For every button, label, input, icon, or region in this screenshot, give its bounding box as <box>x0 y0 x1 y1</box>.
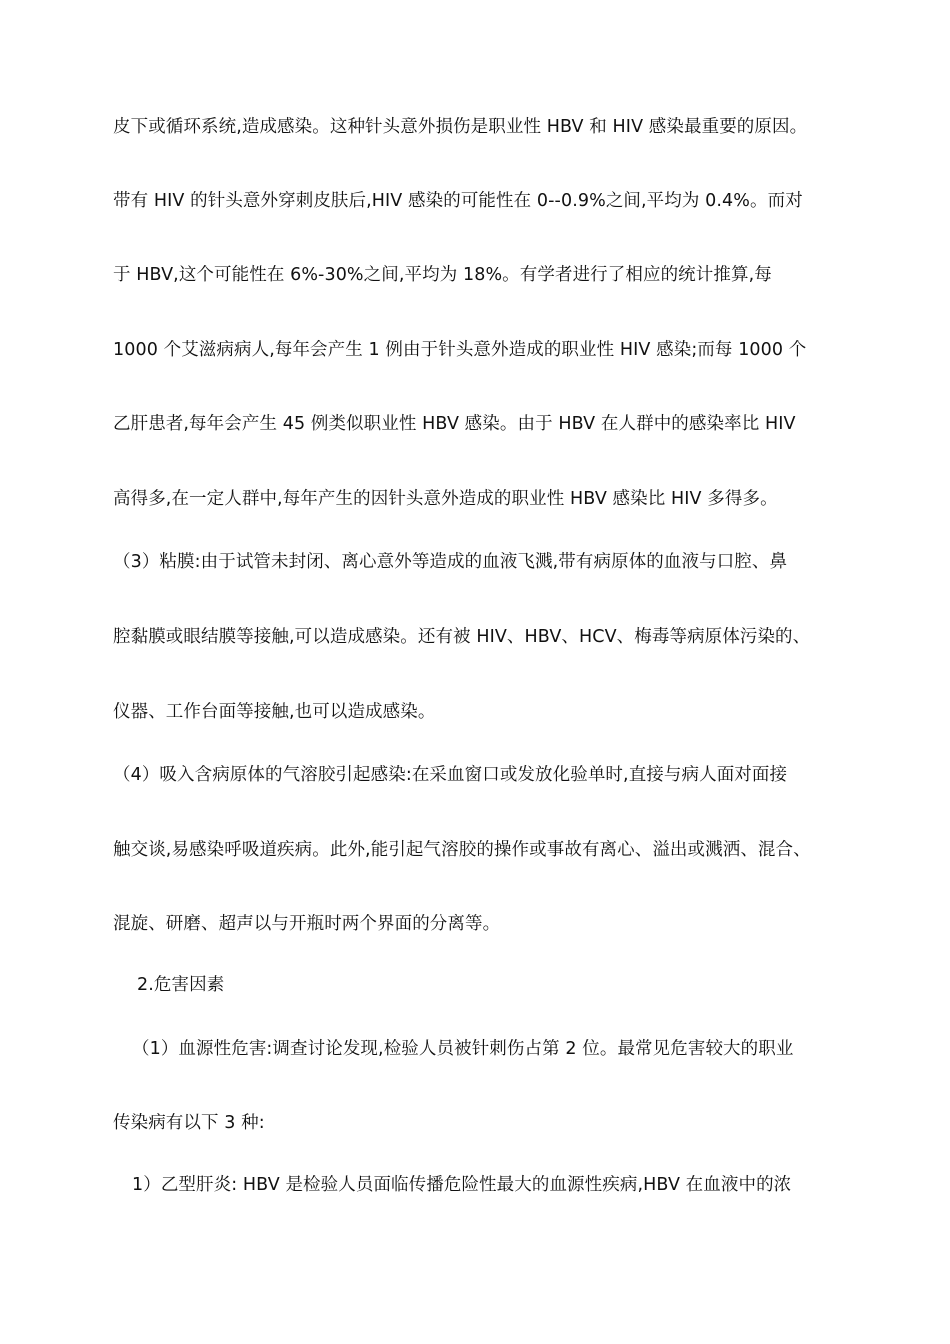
text-line: 高得多,在一定人群中,每年产生的因针头意外造成的职业性 HBV 感染比 HIV 多得多。 <box>113 489 778 509</box>
text-line: 仪器、工作台面等接触,也可以造成感染。 <box>113 702 436 722</box>
paragraph-3-mucosa: （3）粘膜:由于试管未封闭、离心意外等造成的血液飞溅,带有病原体的血液与口腔、鼻 <box>113 552 788 572</box>
text-line: 乙肝患者,每年会产生 45 例类似职业性 HBV 感染。由于 HBV 在人群中的感染率比 HIV <box>113 414 796 434</box>
paragraph-4-aerosol: （4）吸入含病原体的气溶胶引起感染:在采血窗口或发放化验单时,直接与病人面对面接 <box>113 765 788 785</box>
item-1-hepatitis-b: 1）乙型肝炎: HBV 是检验人员面临传播危险性最大的血源性疾病,HBV 在血液中的浓 <box>132 1175 792 1195</box>
text-line: 腔黏膜或眼结膜等接触,可以造成感染。还有被 HIV、HBV、HCV、梅毒等病原体污染的、 <box>113 627 811 647</box>
text-line: 带有 HIV 的针头意外穿刺皮肤后,HIV 感染的可能性在 0--0.9%之间,平均为 0.4%。而对 <box>113 191 803 211</box>
text-line: 1000 个艾滋病病人,每年会产生 1 例由于针头意外造成的职业性 HIV 感染;而每 1000 个 <box>113 340 807 360</box>
text-line: 传染病有以下 3 种: <box>113 1113 265 1133</box>
section-heading-hazard-factors: 2.危害因素 <box>137 975 225 995</box>
text-line: 于 HBV,这个可能性在 6%-30%之间,平均为 18%。有学者进行了相应的统计推算,每 <box>113 265 772 285</box>
paragraph-1-bloodborne: （1）血源性危害:调查讨论发现,检验人员被针刺伤占第 2 位。最常见危害较大的职业 <box>132 1039 794 1059</box>
text-line: 皮下或循环系统,造成感染。这种针头意外损伤是职业性 HBV 和 HIV 感染最重要的原因。 <box>113 117 808 137</box>
text-line: 混旋、研磨、超声以与开瓶时两个界面的分离等。 <box>113 914 501 934</box>
text-line: 触交谈,易感染呼吸道疾病。此外,能引起气溶胶的操作或事故有离心、溢出或溅洒、混合、 <box>113 840 811 860</box>
